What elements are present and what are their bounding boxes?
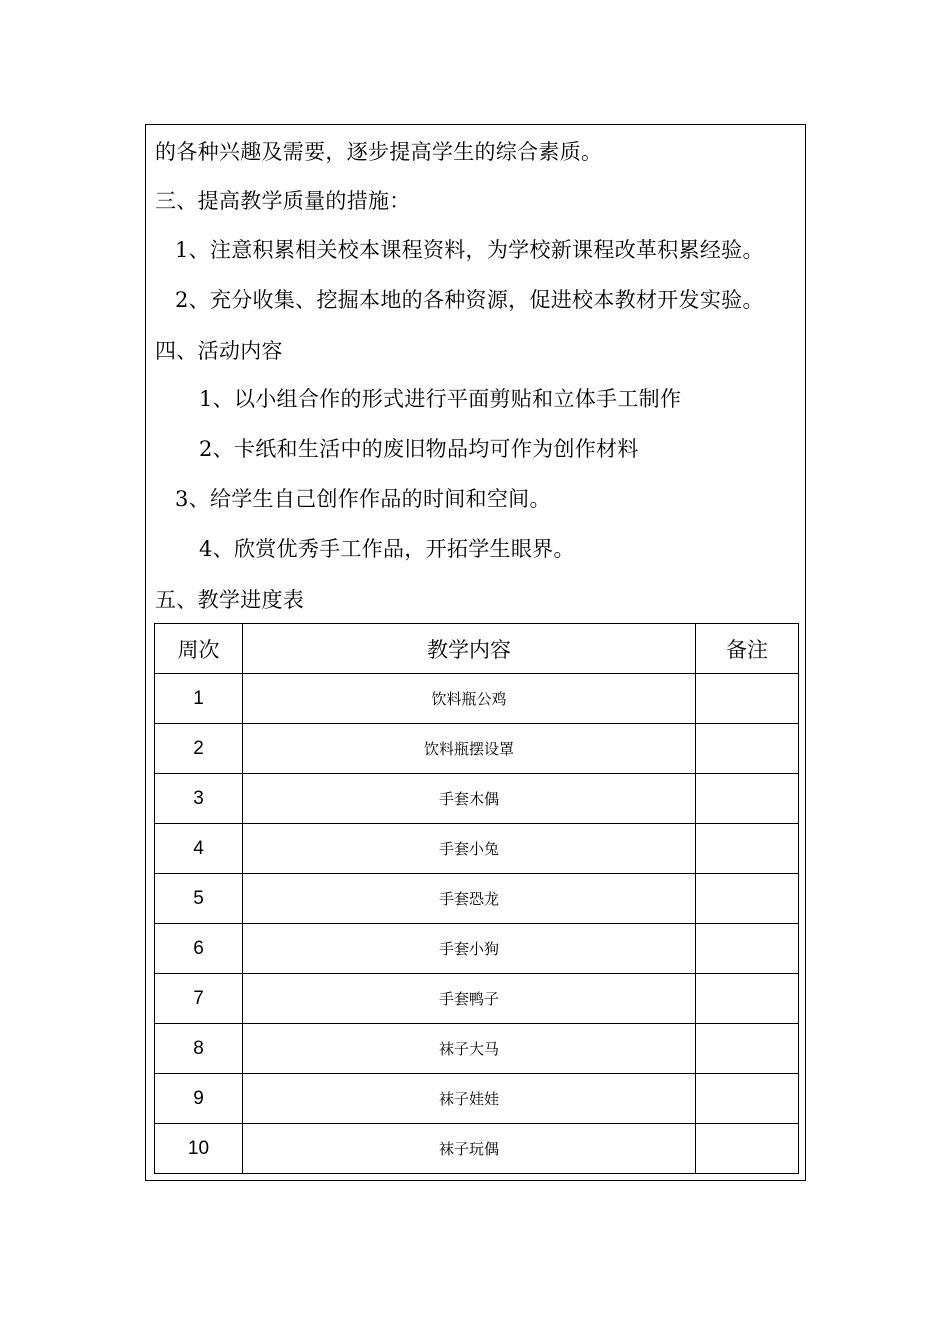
- teaching-schedule-table: [154, 623, 799, 1174]
- header-week: 周次: [155, 624, 243, 674]
- table-row: [155, 1124, 799, 1174]
- content-cell: 手套木偶: [243, 774, 696, 824]
- table-row: [155, 874, 799, 924]
- table-row: [155, 824, 799, 874]
- week-cell: 10: [155, 1124, 243, 1174]
- content-cell: 手套小兔: [243, 824, 696, 874]
- content-cell: 饮料瓶摆设罩: [243, 724, 696, 774]
- section-4-heading: 四、活动内容: [155, 339, 283, 363]
- table-header-row: [155, 624, 799, 674]
- week-cell: 8: [155, 1024, 243, 1074]
- content-cell: 手套鸭子: [243, 974, 696, 1024]
- content-cell: 袜子娃娃: [243, 1074, 696, 1124]
- week-cell: 7: [155, 974, 243, 1024]
- note-cell: [696, 1074, 799, 1124]
- section-3-heading: 三、提高教学质量的措施：: [155, 189, 411, 213]
- table-row: [155, 924, 799, 974]
- note-cell: [696, 1124, 799, 1174]
- week-cell: 4: [155, 824, 243, 874]
- note-cell: [696, 824, 799, 874]
- week-cell: 1: [155, 674, 243, 724]
- note-cell: [696, 724, 799, 774]
- content-cell: 袜子大马: [243, 1024, 696, 1074]
- week-cell: 6: [155, 924, 243, 974]
- measure-item-2: 2、充分收集、挖掘本地的各种资源，促进校本教材开发实验。: [175, 288, 764, 312]
- note-cell: [696, 1024, 799, 1074]
- activity-item-3: 3、给学生自己创作作品的时间和空间。: [175, 487, 551, 511]
- activity-item-2: 2、卡纸和生活中的废旧物品均可作为创作材料: [199, 437, 639, 461]
- note-cell: [696, 874, 799, 924]
- week-cell: 9: [155, 1074, 243, 1124]
- measure-item-1: 1、注意积累相关校本课程资料，为学校新课程改革积累经验。: [175, 238, 764, 262]
- week-cell: 5: [155, 874, 243, 924]
- content-cell: 袜子玩偶: [243, 1124, 696, 1174]
- activity-item-1: 1、以小组合作的形式进行平面剪贴和立体手工制作: [199, 387, 682, 411]
- content-cell: 手套小狗: [243, 924, 696, 974]
- table-row: [155, 674, 799, 724]
- header-content: 教学内容: [243, 624, 696, 674]
- table-row: [155, 774, 799, 824]
- table-row: [155, 1074, 799, 1124]
- intro-continuation-text: 的各种兴趣及需要，逐步提高学生的综合素质。: [155, 140, 603, 164]
- note-cell: [696, 774, 799, 824]
- activity-item-4: 4、欣赏优秀手工作品，开拓学生眼界。: [199, 537, 575, 561]
- note-cell: [696, 674, 799, 724]
- header-note: 备注: [696, 624, 799, 674]
- table-row: [155, 974, 799, 1024]
- week-cell: 2: [155, 724, 243, 774]
- content-cell: 饮料瓶公鸡: [243, 674, 696, 724]
- content-cell: 手套恐龙: [243, 874, 696, 924]
- section-5-heading: 五、教学进度表: [155, 588, 305, 612]
- table-row: [155, 724, 799, 774]
- week-cell: 3: [155, 774, 243, 824]
- note-cell: [696, 974, 799, 1024]
- note-cell: [696, 924, 799, 974]
- table-row: [155, 1024, 799, 1074]
